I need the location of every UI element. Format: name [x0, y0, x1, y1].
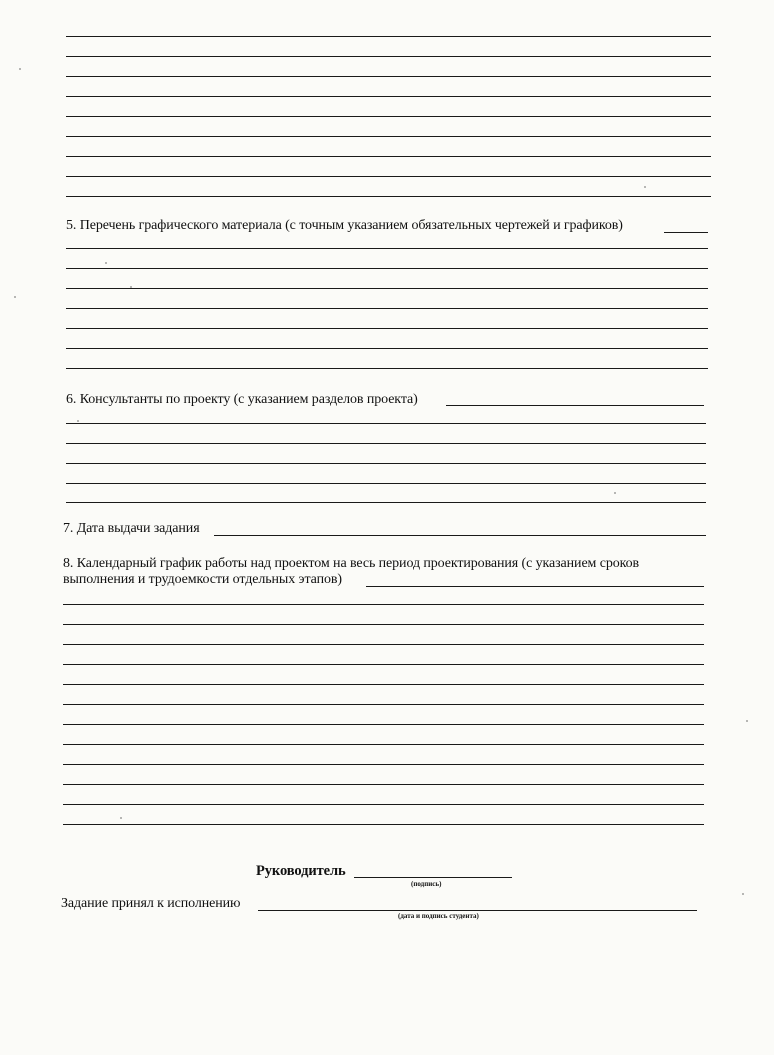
scan-speck	[14, 296, 16, 298]
fill-line[interactable]	[63, 744, 704, 745]
fill-line[interactable]	[66, 328, 708, 329]
scan-speck	[105, 262, 107, 264]
fill-line[interactable]	[63, 624, 704, 625]
fill-line[interactable]	[66, 96, 711, 97]
section-6-inline-line[interactable]	[446, 405, 704, 406]
fill-line[interactable]	[66, 483, 706, 484]
fill-line[interactable]	[66, 156, 711, 157]
scan-speck	[77, 420, 79, 422]
supervisor-signature-caption: (подпись)	[411, 880, 442, 888]
student-signature-line[interactable]	[258, 910, 697, 911]
scan-speck	[614, 492, 616, 494]
fill-line[interactable]	[63, 784, 704, 785]
fill-line[interactable]	[66, 308, 708, 309]
section-5-label: 5. Перечень графического материала (с точным указанием обязательных чертежей и графиков)	[66, 218, 623, 233]
scan-speck	[120, 817, 122, 819]
fill-line[interactable]	[63, 604, 704, 605]
fill-line[interactable]	[63, 804, 704, 805]
fill-line[interactable]	[63, 684, 704, 685]
fill-line[interactable]	[66, 348, 708, 349]
fill-line[interactable]	[66, 463, 706, 464]
supervisor-signature-line[interactable]	[354, 877, 512, 878]
fill-line[interactable]	[63, 704, 704, 705]
fill-line[interactable]	[66, 423, 706, 424]
fill-line[interactable]	[63, 764, 704, 765]
fill-line[interactable]	[63, 724, 704, 725]
scan-speck	[644, 186, 646, 188]
fill-line[interactable]	[66, 268, 708, 269]
fill-line[interactable]	[66, 248, 708, 249]
fill-line[interactable]	[66, 443, 706, 444]
fill-line[interactable]	[66, 76, 711, 77]
student-signature-caption: (дата и подпись студента)	[398, 912, 479, 920]
scan-speck	[130, 286, 132, 288]
fill-line[interactable]	[66, 36, 711, 37]
fill-line[interactable]	[66, 56, 711, 57]
section-8-label-line-1: 8. Календарный график работы над проектом на весь период проектирования (с указанием сроков	[63, 556, 640, 571]
scan-speck	[742, 893, 744, 895]
issue-date-line[interactable]	[214, 535, 706, 536]
fill-line[interactable]	[66, 288, 708, 289]
fill-line[interactable]	[66, 176, 711, 177]
section-6-label: 6. Консультанты по проекту (с указанием разделов проекта)	[66, 392, 418, 407]
student-acceptance-label: Задание принял к исполнению	[61, 896, 241, 911]
fill-line[interactable]	[66, 196, 711, 197]
fill-line[interactable]	[66, 502, 706, 503]
scan-speck	[746, 720, 748, 722]
fill-line[interactable]	[63, 664, 704, 665]
section-8-inline-line[interactable]	[366, 586, 704, 587]
section-7-label: 7. Дата выдачи задания	[63, 521, 200, 536]
section-5-inline-line[interactable]	[664, 232, 708, 233]
supervisor-label: Руководитель	[256, 863, 346, 879]
fill-line[interactable]	[63, 644, 704, 645]
fill-line[interactable]	[66, 368, 708, 369]
fill-line[interactable]	[66, 136, 711, 137]
fill-line[interactable]	[66, 116, 711, 117]
fill-line[interactable]	[63, 824, 704, 825]
section-8-label-line-2: выполнения и трудоемкости отдельных этапов)	[63, 572, 342, 587]
scan-speck	[19, 68, 21, 70]
